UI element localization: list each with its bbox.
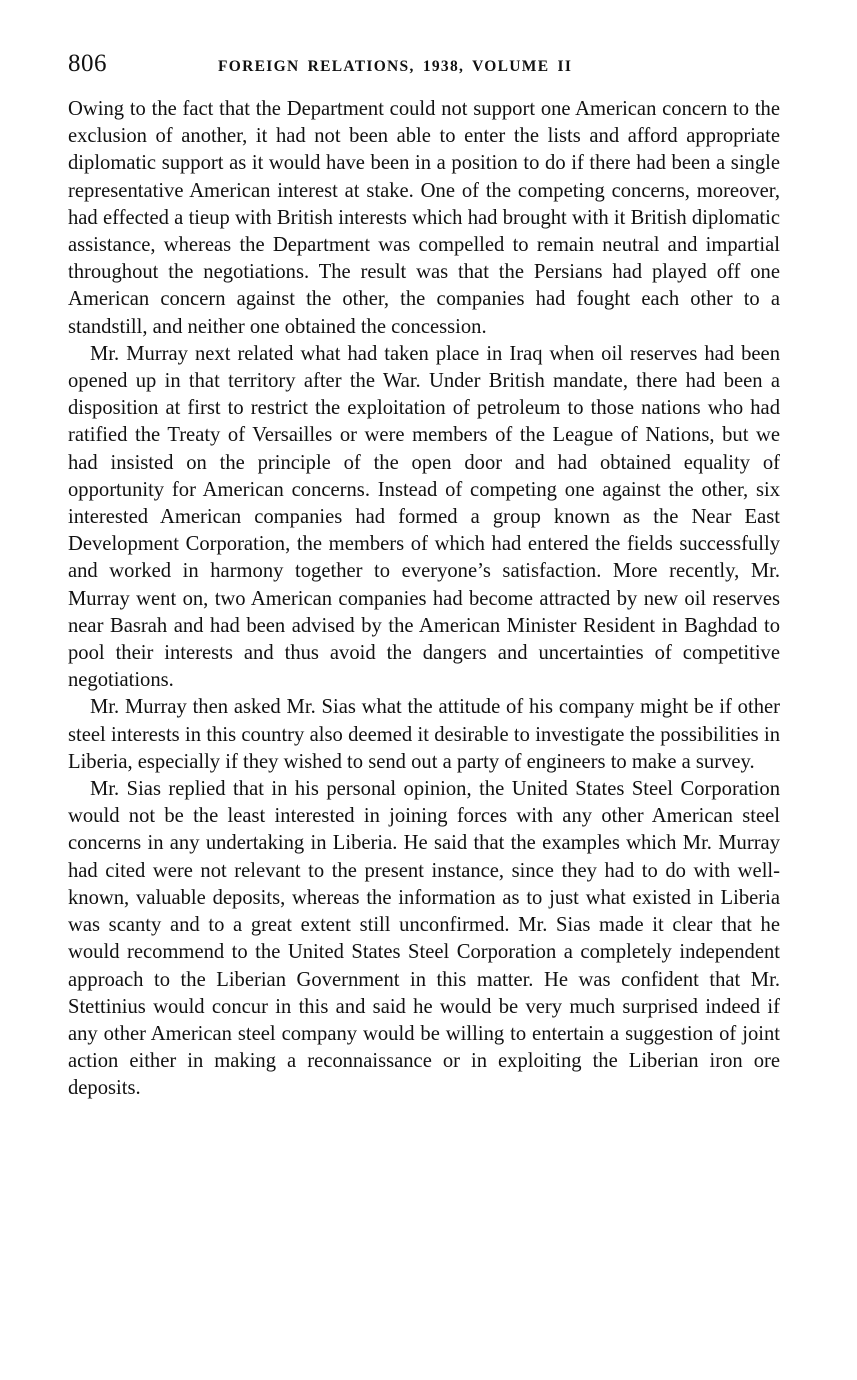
document-page [68, 50, 780, 1103]
paragraph-2: Mr. Murray next related what had taken place in Iraq when oil reserves had been opened up in that territory after the War. Under British mandate, there had been a disposition at first to restrict the exploitation of petroleum to those nations who had ratified the Treaty of Versailles or were members of the League of Nations, but we had insisted on the principle of the open door and had obtained equality of opportunity for American concerns. Instead of competing one against the other, six interested American companies had formed a group known as the Near East Development Corporation, the members of which had entered the fields successfully and worked in harmony together to everyone’s satisfaction. More recently, Mr. Murray went on, two American companies had become attracted by new oil reserves near Basrah and had been advised by the American Minister Resident in Baghdad to pool their interests and thus avoid the dangers and uncertainties of competitive negotiations. [68, 342, 780, 692]
running-title: FOREIGN RELATIONS, 1938, VOLUME II [218, 58, 573, 75]
running-header [68, 50, 780, 90]
paragraph-3: Mr. Murray then asked Mr. Sias what the attitude of his company might be if other steel interests in this country also deemed it desirable to investigate the possibilities in Liberia, especially if they wished to send out a party of engineers to make a survey. [68, 696, 780, 773]
paragraph-1: Owing to the fact that the Department could not support one American concern to the exclusion of another, it had not been able to enter the lists and afford appropriate diplomatic support as it would have been in a position to do if there had been a single representative American interest at stake. One of the competing concerns, moreover, had effected a tieup with British interests which had brought with it British diplomatic assistance, whereas the Department was compelled to remain neutral and impartial throughout the negotiations. The result was that the Persians had played off one American concern against the other, the companies had fought each other to a standstill, and neither one obtained the concession. [68, 98, 780, 338]
paragraph-4: Mr. Sias replied that in his personal opinion, the United States Steel Corporation would not be the least interested in joining forces with any other American steel concerns in any undertaking in Liberia. He said that the examples which Mr. Murray had cited were not relevant to the present instance, since they had to do with well-known, valuable deposits, whereas the information as to just what existed in Liberia was scanty and to a great extent still unconfirmed. Mr. Sias made it clear that he would recommend to the United States Steel Corporation a completely independent approach to the Liberian Government in this matter. He was confident that Mr. Stettinius would concur in this and said he would be very much surprised indeed if any other American steel company would be willing to entertain a suggestion of joint action either in making a reconnaissance or in exploiting the Liberian iron ore deposits. [68, 778, 780, 1100]
body-text [68, 96, 780, 1103]
page-number: 806 [68, 50, 107, 77]
